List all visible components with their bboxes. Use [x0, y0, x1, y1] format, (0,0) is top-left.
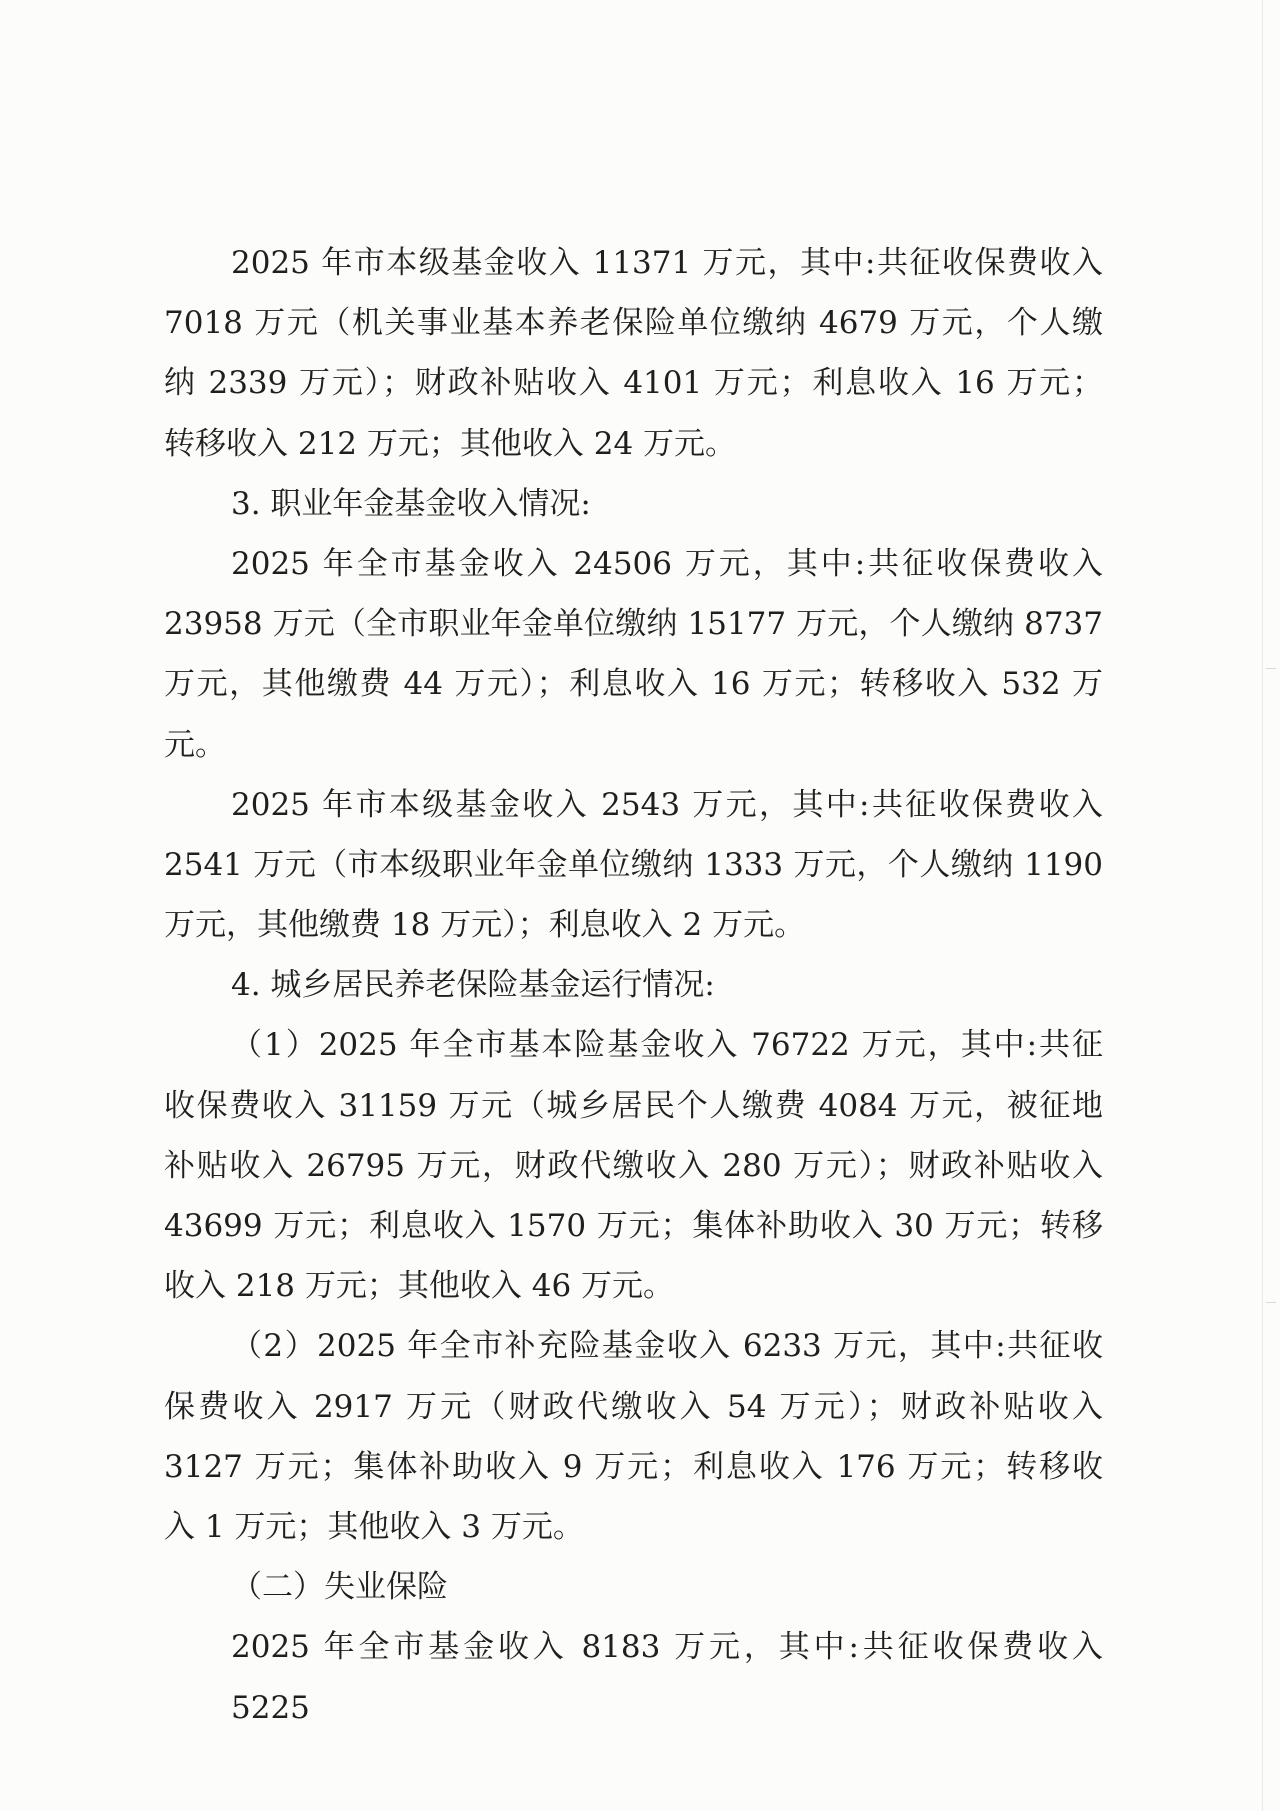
paragraph-line: 元。: [164, 726, 226, 763]
paragraph-line: 7018 万元（机关事业基本养老保险单位缴纳 4679 万元，个人缴: [164, 305, 1103, 342]
paragraph-unemployment-income: [164, 1617, 1103, 1726]
paragraph-line: 万元，其他缴费 18 万元）；利息收入 2 万元。: [164, 907, 806, 944]
paragraph-supplementary-insurance-income: [164, 1316, 1103, 1557]
section-heading: 4. 城乡居民养老保险基金运行情况:: [231, 967, 715, 1004]
paragraph-line: 23958 万元（全市职业年金单位缴纳 15177 万元，个人缴纳 8737: [164, 606, 1103, 643]
paragraph-line: 3127 万元；集体补助收入 9 万元；利息收入 176 万元；转移收: [164, 1448, 1103, 1485]
paragraph-line: 万元，其他缴费 44 万元）；利息收入 16 万元；转移收入 532 万: [164, 666, 1103, 703]
paragraph-line: 收入 218 万元；其他收入 46 万元。: [164, 1268, 675, 1305]
paragraph-line: 2025 年市本级基金收入 2543 万元，其中:共征收保费收入: [231, 786, 1103, 823]
paragraph-line: 转移收入 212 万元；其他收入 24 万元。: [164, 425, 737, 462]
paragraph-line: 2541 万元（市本级职业年金单位缴纳 1333 万元，个人缴纳 1190: [164, 846, 1103, 883]
paragraph-line: 2025 年市本级基金收入 11371 万元，其中:共征收保费收入: [231, 245, 1103, 281]
document-body: [164, 233, 1103, 1726]
scan-mark: [1266, 1302, 1276, 1303]
section-heading-unemployment-insurance: [164, 1557, 1103, 1617]
section-heading-resident-pension: [164, 955, 1103, 1015]
paragraph-line: 收保费收入 31159 万元（城乡居民个人缴费 4084 万元，被征地: [164, 1087, 1103, 1124]
paragraph-line: 保费收入 2917 万元（财政代缴收入 54 万元）；财政补贴收入: [164, 1388, 1103, 1425]
scan-mark: [1266, 668, 1276, 669]
paragraph-line: 2025 年全市基金收入 24506 万元，其中:共征收保费收入: [231, 545, 1103, 582]
paragraph-line: （2）2025 年全市补充险基金收入 6233 万元，其中:共征收: [231, 1328, 1103, 1365]
paragraph-city-annuity-income: [164, 534, 1103, 775]
paragraph-line: 2025 年全市基金收入 8183 万元，其中:共征收保费收入 5225: [231, 1629, 1103, 1726]
paragraph-line: （1）2025 年全市基本险基金收入 76722 万元，其中:共征: [231, 1027, 1103, 1064]
section-heading: 3. 职业年金基金收入情况:: [231, 485, 591, 522]
section-heading: （二）失业保险: [231, 1569, 448, 1606]
scan-edge-line: [1262, 0, 1263, 1811]
paragraph-municipal-pension-income: [164, 233, 1103, 474]
paragraph-municipal-annuity-income: [164, 775, 1103, 956]
paragraph-line: 补贴收入 26795 万元，财政代缴收入 280 万元）；财政补贴收入: [164, 1147, 1103, 1184]
paragraph-line: 入 1 万元；其他收入 3 万元。: [164, 1508, 584, 1545]
section-heading-occupational-annuity: [164, 474, 1103, 534]
paragraph-line: 纳 2339 万元）；财政补贴收入 4101 万元；利息收入 16 万元；: [164, 365, 1103, 402]
paragraph-basic-insurance-income: [164, 1015, 1103, 1316]
paragraph-line: 43699 万元；利息收入 1570 万元；集体补助收入 30 万元；转移: [164, 1208, 1103, 1244]
